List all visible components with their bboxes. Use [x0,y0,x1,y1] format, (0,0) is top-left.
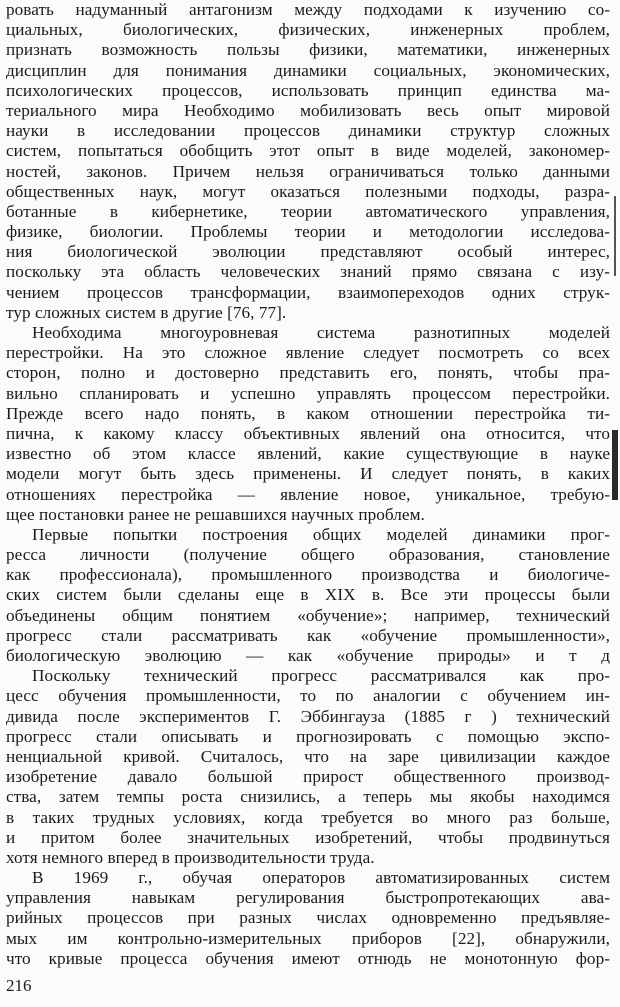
text-line: циальных, биологических, физических, инженерных проблем, [6,20,610,40]
text-line: хотя немного вперед в производительности труда. [6,847,375,867]
text-line: ских систем были сделаны еще в XIX в. Все эти процессы были [6,585,610,605]
text-line: ния биологической эволюции представляют особый интерес, [6,242,610,262]
text-line: цесс обучения промышленности, то по аналогии с обучением ин- [6,686,610,706]
text-line: Прежде всего надо понять, в каком отношении перестройка ти- [6,403,610,423]
page-number: 216 [6,976,32,995]
text-line: пична, к какому классу объективных явлений она относится, что [6,423,610,443]
text-line: в таких трудных условиях, когда требуется во много раз больше, [6,807,610,827]
text-line: прогресс стали рассматривать как «обучение промышленности», [6,625,610,645]
text-line: общественных наук, могут оказаться полезными подходы, разра- [6,181,610,201]
text-line: психологических процессов, использовать принцип единства ма- [6,80,610,100]
text-line: поскольку эта область человеческих знаний прямо связана с изу- [6,262,610,282]
text-line: модели могут быть здесь применены. И следует понять, в каких [6,464,610,484]
text-line: мых им контрольно-измерительных приборов [22], обнаружили, [6,928,610,948]
text-line: как профессионала), промышленного производства и биологиче- [6,565,610,585]
text-line: тур сложных систем в другие [76, 77]. [6,302,287,322]
text-line: и притом более значительных изобретений, чтобы продвинуться [6,827,610,847]
text-line: признать возможность пользы физики, математики, инженерных [6,40,610,60]
text-line: науки в исследовании процессов динамики структур сложных [6,121,610,141]
margin-mark [614,196,616,276]
text-line: ностей, законов. Причем нельзя ограничиваться только данными [6,161,610,181]
text-line: известно об этом классе явлений, какие существующие в науке [6,444,610,464]
text-line: дисциплин для понимания динамики социальных, экономических, [6,60,610,80]
text-line: управления навыкам регулирования быстропротекающих ава- [6,888,610,908]
text-line: Необходима многоуровневая система разнотипных моделей [32,323,610,342]
text-line: В 1969 г., обучая операторов автоматизированных систем [32,868,610,888]
text-line: биологическую эволюцию — как «обучение природы» и т д [6,646,610,665]
text-line: отношениях перестройка — явление новое, уникальное, требую- [6,484,610,504]
text-line: рийных процессов при разных числах одновременно предъявляе- [6,908,610,928]
text-line: перестройки. На это сложное явление следует посмотреть со всех [6,343,610,363]
text-line: ресса личности (получение общего образования, становление [6,545,610,565]
text-line: систем, попытаться обобщить этот опыт в виде моделей, закономер- [6,141,610,161]
text-line: изобретение давало большой прирост общественного производ- [6,767,610,787]
text-line: Поскольку технический прогресс рассматривался как про- [32,666,610,686]
text-line: ства, затем темпы роста снизились, а теперь мы якобы находимся [6,787,610,807]
text-line: Первые попытки построения общих моделей динамики прог- [32,524,610,544]
text-line: объединены общим понятием «обучение»; например, технический [6,605,610,625]
text-line: дивида после экспериментов Г. Эббингауза (1885 г ) технический [6,706,610,726]
text-line: щее постановки ранее не решавшихся научных проблем. [6,504,425,524]
text-line: териального мира Необходимо мобилизовать весь опыт мировой [6,100,610,120]
text-line: прогресс стали описывать и прогнозировать с помощью экспо- [6,726,610,746]
text-line: ботанные в кибернетике, теории автоматического управления, [6,201,610,221]
margin-mark [612,430,618,500]
text-line: ровать надуманный антагонизм между подходами к изучению со- [6,0,610,19]
text-line: вильно спланировать и успешно управлять процессом перестройки. [6,383,610,403]
text-line: что кривые процесса обучения имеют отнюдь не монотонную фор- [6,948,610,968]
text-line: чением процессов трансформации, взаимопереходов одних струк- [6,282,610,302]
text-line: ненциальной кривой. Считалось, что на заре цивилизации каждое [6,746,610,766]
text-line: физике, биологии. Проблемы теории и методологии исследова- [6,222,610,242]
text-line: сторон, полно и достоверно представить его, понять, чтобы пра- [6,363,610,383]
page-body-text [6,0,610,969]
